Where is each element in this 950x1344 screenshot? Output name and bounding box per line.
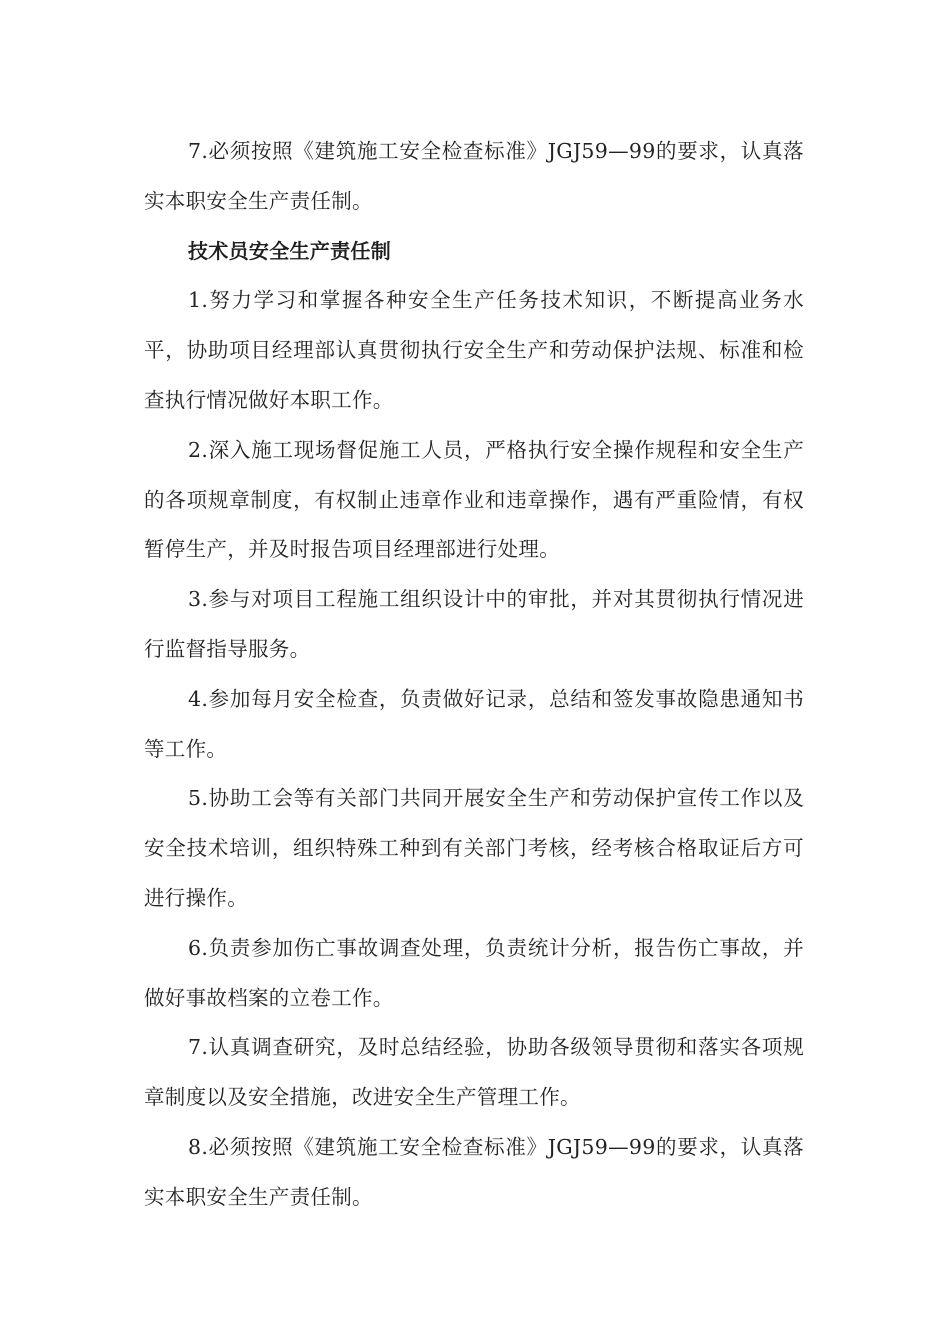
list-item: 4.参加每月安全检查，负责做好记录，总结和签发事故隐患通知书等工作。	[144, 686, 804, 761]
list-item: 6.负责参加伤亡事故调查处理，负责统计分析，报告伤亡事故，并做好事故档案的立卷工作。	[144, 935, 804, 1010]
list-item: 7.认真调查研究，及时总结经验，协助各级领导贯彻和落实各项规章制度以及安全措施，改进安全生产管理工作。	[144, 1035, 804, 1110]
document-page	[144, 127, 804, 1223]
list-item: 3.参与对项目工程施工组织设计中的审批，并对其贯彻执行情况进行监督指导服务。	[144, 587, 804, 661]
list-item: 1.努力学习和掌握各种安全生产任务技术知识，不断提高业务水平，协助项目经理部认真贯彻执行安全生产和劳动保护法规、标准和检查执行情况做好本职工作。	[144, 288, 804, 412]
list-item: 2.深入施工现场督促施工人员，严格执行安全操作规程和安全生产的各项规章制度，有权制止违章作业和违章操作，遇有严重险情，有权暂停生产，并及时报告项目经理部进行处理。	[144, 437, 804, 562]
section-heading: 技术员安全生产责任制	[188, 238, 391, 263]
intro-paragraph: 7.必须按照《建筑施工安全检查标准》JGJ59—99的要求，认真落实本职安全生产责任制。	[144, 139, 804, 213]
list-item: 5.协助工会等有关部门共同开展安全生产和劳动保护宣传工作以及安全技术培训，组织特殊工种到有关部门考核，经考核合格取证后方可进行操作。	[144, 786, 804, 910]
list-item: 8.必须按照《建筑施工安全检查标准》JGJ59—99的要求，认真落实本职安全生产责任制。	[144, 1134, 804, 1209]
